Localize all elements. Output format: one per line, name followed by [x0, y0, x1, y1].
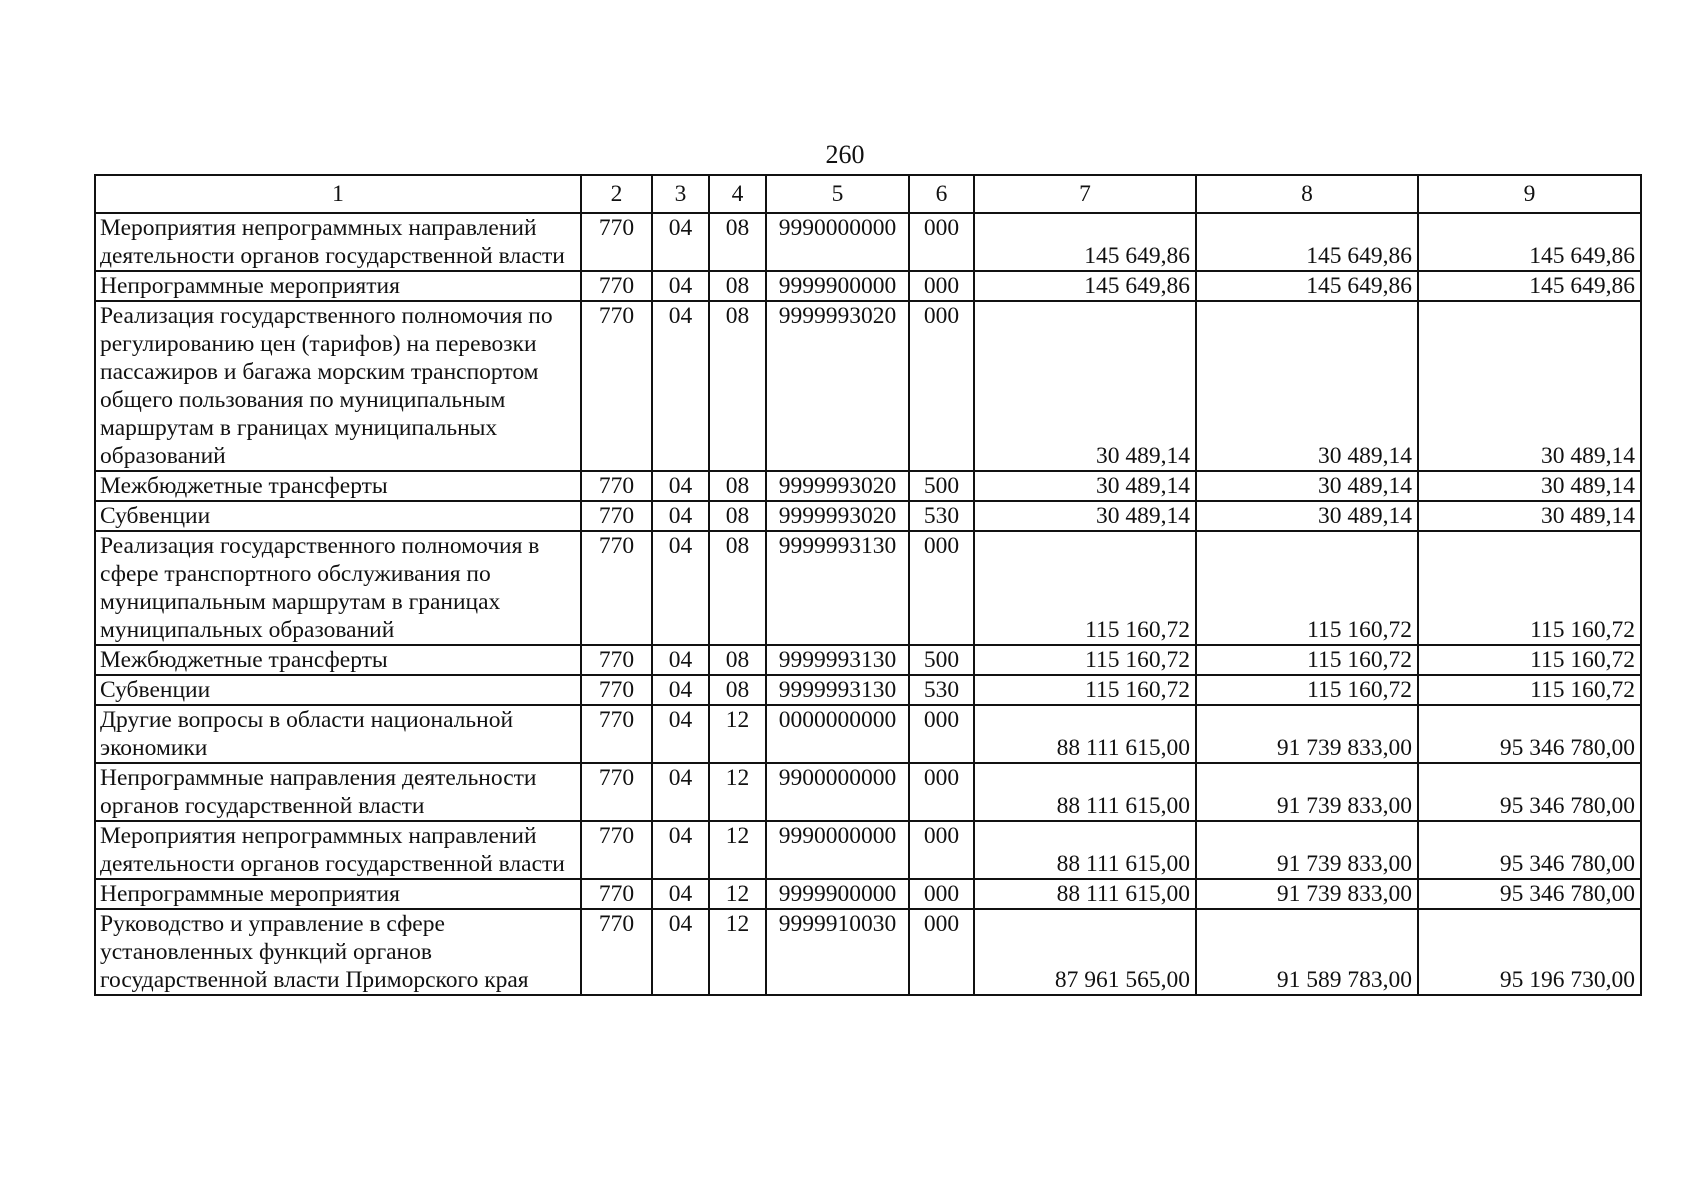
subsection-code: 12: [709, 821, 766, 879]
amount-col-8: 145 649,86: [1196, 271, 1418, 301]
table-row: [95, 271, 1641, 301]
expense-type-code: 500: [909, 471, 974, 501]
column-header: 3: [652, 175, 709, 213]
target-article-code: 9999900000: [766, 879, 909, 909]
table-row: [95, 531, 1641, 645]
section-code: 04: [652, 879, 709, 909]
subsection-code: 08: [709, 531, 766, 645]
amount-col-7: 115 160,72: [974, 675, 1196, 705]
amount-col-8: 145 649,86: [1196, 213, 1418, 271]
table-row: [95, 909, 1641, 995]
column-header: 9: [1418, 175, 1641, 213]
section-code: 04: [652, 213, 709, 271]
amount-col-8: 91 739 833,00: [1196, 879, 1418, 909]
row-name: Субвенции: [95, 675, 581, 705]
expense-type-code: 000: [909, 763, 974, 821]
column-header: 7: [974, 175, 1196, 213]
subsection-code: 08: [709, 645, 766, 675]
section-code: 04: [652, 675, 709, 705]
target-article-code: 9999910030: [766, 909, 909, 995]
amount-col-8: 115 160,72: [1196, 645, 1418, 675]
row-name: Мероприятия непрограммных направлений деятельности органов государственной власти: [95, 821, 581, 879]
subsection-code: 08: [709, 301, 766, 471]
amount-col-9: 95 346 780,00: [1418, 705, 1641, 763]
target-article-code: 9999900000: [766, 271, 909, 301]
amount-col-7: 145 649,86: [974, 213, 1196, 271]
expense-type-code: 000: [909, 271, 974, 301]
ministry-code: 770: [581, 301, 652, 471]
ministry-code: 770: [581, 675, 652, 705]
expense-type-code: 000: [909, 909, 974, 995]
subsection-code: 08: [709, 675, 766, 705]
ministry-code: 770: [581, 501, 652, 531]
ministry-code: 770: [581, 705, 652, 763]
amount-col-7: 88 111 615,00: [974, 821, 1196, 879]
amount-col-8: 91 739 833,00: [1196, 705, 1418, 763]
amount-col-7: 115 160,72: [974, 531, 1196, 645]
ministry-code: 770: [581, 645, 652, 675]
column-header: 8: [1196, 175, 1418, 213]
amount-col-9: 95 196 730,00: [1418, 909, 1641, 995]
amount-col-9: 30 489,14: [1418, 471, 1641, 501]
table-row: [95, 471, 1641, 501]
ministry-code: 770: [581, 821, 652, 879]
row-name: Мероприятия непрограммных направлений деятельности органов государственной власти: [95, 213, 581, 271]
amount-col-9: 95 346 780,00: [1418, 821, 1641, 879]
subsection-code: 08: [709, 471, 766, 501]
amount-col-9: 115 160,72: [1418, 675, 1641, 705]
amount-col-8: 115 160,72: [1196, 531, 1418, 645]
row-name: Межбюджетные трансферты: [95, 645, 581, 675]
amount-col-8: 30 489,14: [1196, 301, 1418, 471]
budget-table: [94, 174, 1642, 996]
amount-col-9: 145 649,86: [1418, 213, 1641, 271]
expense-type-code: 530: [909, 501, 974, 531]
subsection-code: 12: [709, 705, 766, 763]
amount-col-7: 30 489,14: [974, 301, 1196, 471]
expense-type-code: 000: [909, 213, 974, 271]
ministry-code: 770: [581, 531, 652, 645]
table-body: [95, 213, 1641, 995]
subsection-code: 12: [709, 879, 766, 909]
row-name: Непрограммные направления деятельности органов государственной власти: [95, 763, 581, 821]
ministry-code: 770: [581, 909, 652, 995]
row-name: Реализация государственного полномочия по регулированию цен (тарифов) на перевозки пассажиров и багажа морским транспортом общего пользования по муниципальным маршрутам в границах муниципальных образований: [95, 301, 581, 471]
target-article-code: 9990000000: [766, 821, 909, 879]
row-name: Реализация государственного полномочия в сфере транспортного обслуживания по муниципальным маршрутам в границах муниципальных образований: [95, 531, 581, 645]
target-article-code: 9999993020: [766, 471, 909, 501]
column-header: 1: [95, 175, 581, 213]
row-name: Межбюджетные трансферты: [95, 471, 581, 501]
amount-col-7: 88 111 615,00: [974, 763, 1196, 821]
subsection-code: 08: [709, 213, 766, 271]
table-row: [95, 821, 1641, 879]
section-code: 04: [652, 821, 709, 879]
row-name: Субвенции: [95, 501, 581, 531]
amount-col-9: 95 346 780,00: [1418, 763, 1641, 821]
subsection-code: 08: [709, 271, 766, 301]
amount-col-9: 145 649,86: [1418, 271, 1641, 301]
row-name: Непрограммные мероприятия: [95, 271, 581, 301]
column-number-row: [95, 175, 1641, 213]
ministry-code: 770: [581, 271, 652, 301]
table-row: [95, 501, 1641, 531]
target-article-code: 9999993130: [766, 675, 909, 705]
ministry-code: 770: [581, 213, 652, 271]
section-code: 04: [652, 705, 709, 763]
section-code: 04: [652, 271, 709, 301]
column-header: 2: [581, 175, 652, 213]
amount-col-8: 30 489,14: [1196, 501, 1418, 531]
target-article-code: 9999993130: [766, 645, 909, 675]
amount-col-8: 91 739 833,00: [1196, 763, 1418, 821]
section-code: 04: [652, 301, 709, 471]
expense-type-code: 000: [909, 705, 974, 763]
table-row: [95, 301, 1641, 471]
expense-type-code: 000: [909, 879, 974, 909]
ministry-code: 770: [581, 763, 652, 821]
column-header: 6: [909, 175, 974, 213]
amount-col-9: 115 160,72: [1418, 531, 1641, 645]
expense-type-code: 530: [909, 675, 974, 705]
table-row: [95, 675, 1641, 705]
target-article-code: 9990000000: [766, 213, 909, 271]
target-article-code: 9999993020: [766, 301, 909, 471]
target-article-code: 9999993020: [766, 501, 909, 531]
amount-col-9: 95 346 780,00: [1418, 879, 1641, 909]
table-row: [95, 213, 1641, 271]
amount-col-7: 115 160,72: [974, 645, 1196, 675]
column-header: 4: [709, 175, 766, 213]
row-name: Непрограммные мероприятия: [95, 879, 581, 909]
expense-type-code: 500: [909, 645, 974, 675]
expense-type-code: 000: [909, 301, 974, 471]
expense-type-code: 000: [909, 821, 974, 879]
amount-col-8: 91 589 783,00: [1196, 909, 1418, 995]
row-name: Другие вопросы в области национальной экономики: [95, 705, 581, 763]
amount-col-8: 115 160,72: [1196, 675, 1418, 705]
section-code: 04: [652, 531, 709, 645]
expense-type-code: 000: [909, 531, 974, 645]
amount-col-7: 30 489,14: [974, 501, 1196, 531]
section-code: 04: [652, 501, 709, 531]
row-name: Руководство и управление в сфере установленных функций органов государственной власти Приморского края: [95, 909, 581, 995]
ministry-code: 770: [581, 879, 652, 909]
section-code: 04: [652, 909, 709, 995]
section-code: 04: [652, 471, 709, 501]
table-row: [95, 645, 1641, 675]
amount-col-9: 30 489,14: [1418, 501, 1641, 531]
amount-col-7: 30 489,14: [974, 471, 1196, 501]
subsection-code: 12: [709, 909, 766, 995]
table-row: [95, 879, 1641, 909]
target-article-code: 9900000000: [766, 763, 909, 821]
section-code: 04: [652, 763, 709, 821]
target-article-code: 9999993130: [766, 531, 909, 645]
amount-col-7: 88 111 615,00: [974, 879, 1196, 909]
table-row: [95, 763, 1641, 821]
page-number: 260: [825, 140, 865, 169]
amount-col-7: 145 649,86: [974, 271, 1196, 301]
subsection-code: 12: [709, 763, 766, 821]
target-article-code: 0000000000: [766, 705, 909, 763]
table-row: [95, 705, 1641, 763]
amount-col-8: 91 739 833,00: [1196, 821, 1418, 879]
amount-col-8: 30 489,14: [1196, 471, 1418, 501]
amount-col-7: 88 111 615,00: [974, 705, 1196, 763]
subsection-code: 08: [709, 501, 766, 531]
ministry-code: 770: [581, 471, 652, 501]
column-header: 5: [766, 175, 909, 213]
amount-col-9: 115 160,72: [1418, 645, 1641, 675]
amount-col-7: 87 961 565,00: [974, 909, 1196, 995]
amount-col-9: 30 489,14: [1418, 301, 1641, 471]
section-code: 04: [652, 645, 709, 675]
